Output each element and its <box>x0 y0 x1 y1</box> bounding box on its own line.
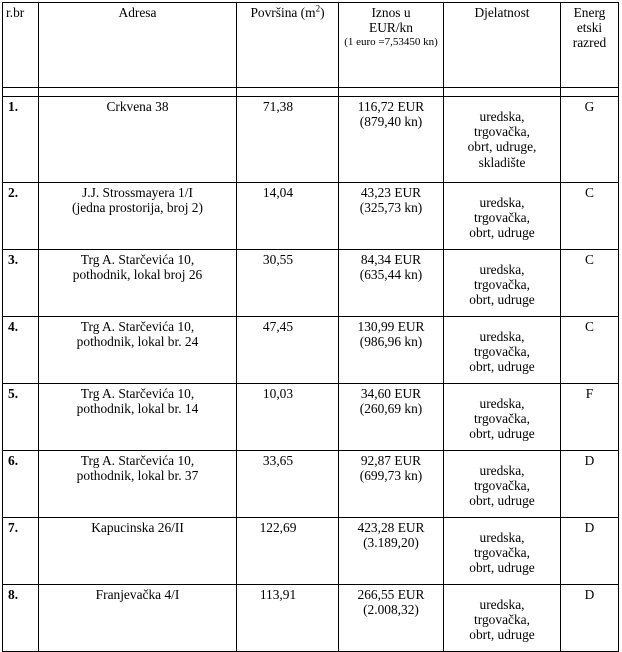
header-rbr: r.br <box>3 3 39 88</box>
activity-cell <box>444 250 561 317</box>
price-eur: 116,72 EUR <box>357 99 425 114</box>
address-line-1: Trg A. Starčevića 10, <box>80 386 195 401</box>
price-cell <box>339 317 444 384</box>
activity-line: trgovačka, <box>474 411 530 427</box>
spacer-cell <box>561 88 619 97</box>
activity-line: obrt, udruge <box>469 493 535 509</box>
price-eur: 423,28 EUR <box>357 520 425 535</box>
area-value: 47,45 <box>262 319 294 334</box>
price-kn: (699,73 kn) <box>359 468 423 484</box>
activity-line: uredska, <box>479 262 525 277</box>
area-value: 122,69 <box>259 520 297 535</box>
activity-cell <box>444 518 561 585</box>
row-number-cell <box>3 451 39 518</box>
activity-line: obrt, udruge, <box>467 139 537 155</box>
spacer-cell <box>3 88 39 97</box>
activity-line: trgovačka, <box>474 210 530 226</box>
row-number: 8. <box>8 587 19 602</box>
activity-line: trgovačka, <box>474 478 530 494</box>
activity-line: uredska, <box>479 597 525 612</box>
address-line-1: Trg A. Starčevića 10, <box>80 252 195 267</box>
address-line-2: (jedna prostorija, broj 2) <box>72 200 203 216</box>
row-number-cell <box>3 384 39 451</box>
area-value: 71,38 <box>262 99 294 114</box>
header-iznos-line1: Iznos u <box>371 5 411 20</box>
area-cell <box>237 384 339 451</box>
price-cell <box>339 183 444 250</box>
energy-class-cell <box>561 384 619 451</box>
activity-line: obrt, udruge <box>469 359 535 375</box>
address-line-2: pothodnik, lokal br. 37 <box>76 468 199 484</box>
price-kn: (635,44 kn) <box>359 267 423 283</box>
energy-class: F <box>585 386 594 401</box>
area-value: 14,04 <box>262 185 294 200</box>
table-row <box>3 317 619 384</box>
energy-class-cell <box>561 585 619 652</box>
row-number-cell <box>3 250 39 317</box>
price-kn: (3.189,20) <box>363 535 419 551</box>
area-value: 30,55 <box>262 252 294 267</box>
price-eur: 84,34 EUR <box>360 252 422 267</box>
address-cell <box>39 183 237 250</box>
activity-line: uredska, <box>479 109 525 124</box>
premises-table <box>2 2 619 652</box>
energy-class: G <box>584 99 595 114</box>
address-line-1: Trg A. Starčevića 10, <box>80 453 195 468</box>
activity-line: uredska, <box>479 463 525 478</box>
activity-cell <box>444 317 561 384</box>
address-cell <box>39 97 237 183</box>
area-value: 10,03 <box>262 386 294 401</box>
area-cell <box>237 518 339 585</box>
activity-line: skladište <box>478 154 526 170</box>
table-row <box>3 183 619 250</box>
activity-line: obrt, udruge <box>469 560 535 576</box>
address-cell <box>39 518 237 585</box>
header-povrsina-sup: 2 <box>315 3 321 14</box>
address-line-1: J.J. Strossmayera 1/I <box>82 185 193 200</box>
price-kn: (2.008,32) <box>363 602 419 618</box>
activity-line: trgovačka, <box>474 124 530 140</box>
row-number-cell <box>3 518 39 585</box>
price-eur: 266,55 EUR <box>357 587 425 602</box>
area-cell <box>237 97 339 183</box>
price-cell <box>339 451 444 518</box>
activity-line: uredska, <box>479 530 525 545</box>
header-row <box>3 3 619 88</box>
price-kn: (325,73 kn) <box>359 200 423 216</box>
energy-class: C <box>585 319 594 334</box>
row-number: 7. <box>8 520 19 535</box>
address-line-1: Trg A. Starčevića 10, <box>80 319 195 334</box>
price-cell <box>339 384 444 451</box>
spacer-cell <box>39 88 237 97</box>
activity-line: obrt, udruge <box>469 292 535 308</box>
energy-class-cell <box>561 250 619 317</box>
activity-cell <box>444 97 561 183</box>
area-value: 113,91 <box>259 587 297 602</box>
spacer-cell <box>444 88 561 97</box>
price-eur: 43,23 EUR <box>360 185 422 200</box>
table-row <box>3 451 619 518</box>
price-kn: (260,69 kn) <box>359 401 423 417</box>
row-number: 2. <box>8 185 19 200</box>
address-line-1: Franjevačka 4/I <box>95 587 180 602</box>
area-cell <box>237 451 339 518</box>
row-number-cell <box>3 317 39 384</box>
energy-class: D <box>584 453 595 468</box>
address-cell <box>39 451 237 518</box>
activity-line: uredska, <box>479 396 525 411</box>
activity-line: trgovačka, <box>474 344 530 360</box>
row-number-cell <box>3 183 39 250</box>
address-cell <box>39 585 237 652</box>
spacer-row <box>3 88 619 97</box>
activity-line: obrt, udruge <box>469 627 535 643</box>
header-razred: Energ etski razred <box>561 3 619 88</box>
address-cell <box>39 317 237 384</box>
table-row <box>3 97 619 183</box>
activity-line: trgovačka, <box>474 612 530 628</box>
price-cell <box>339 518 444 585</box>
energy-class-cell <box>561 518 619 585</box>
price-cell <box>339 97 444 183</box>
activity-line: obrt, udruge <box>469 225 535 241</box>
address-line-2: pothodnik, lokal br. 24 <box>76 334 199 350</box>
area-value: 33,65 <box>262 453 294 468</box>
area-cell <box>237 250 339 317</box>
row-number-cell <box>3 97 39 183</box>
table-row <box>3 384 619 451</box>
activity-line: uredska, <box>479 195 525 210</box>
table-row <box>3 585 619 652</box>
energy-class: D <box>584 587 595 602</box>
header-povrsina-close: ) <box>320 5 325 20</box>
address-line-1: Kapucinska 26/II <box>91 520 184 535</box>
row-number: 1. <box>8 99 19 114</box>
activity-line: obrt, udruge <box>469 426 535 442</box>
address-line-2: pothodnik, lokal br. 14 <box>76 401 199 417</box>
price-eur: 92,87 EUR <box>360 453 422 468</box>
area-cell <box>237 183 339 250</box>
energy-class: C <box>585 185 594 200</box>
energy-class-cell <box>561 183 619 250</box>
activity-cell <box>444 585 561 652</box>
row-number: 6. <box>8 453 19 468</box>
price-eur: 130,99 EUR <box>357 319 425 334</box>
area-cell <box>237 317 339 384</box>
energy-class-cell <box>561 451 619 518</box>
price-kn: (879,40 kn) <box>359 114 423 130</box>
address-line-2: pothodnik, lokal broj 26 <box>72 267 203 283</box>
spacer-cell <box>339 88 444 97</box>
price-cell <box>339 585 444 652</box>
header-iznos-line2: EUR/kn <box>369 20 413 36</box>
header-iznos <box>339 3 444 88</box>
energy-class: C <box>585 252 594 267</box>
row-number: 5. <box>8 386 19 401</box>
activity-cell <box>444 384 561 451</box>
energy-class-cell <box>561 317 619 384</box>
row-number: 3. <box>8 252 19 267</box>
header-iznos-note: (1 euro =7,53450 kn) <box>344 36 438 49</box>
activity-line: trgovačka, <box>474 277 530 293</box>
area-cell <box>237 585 339 652</box>
address-cell <box>39 384 237 451</box>
header-djelatnost: Djelatnost <box>444 3 561 88</box>
energy-class-cell <box>561 97 619 183</box>
price-cell <box>339 250 444 317</box>
price-eur: 34,60 EUR <box>360 386 422 401</box>
row-number: 4. <box>8 319 19 334</box>
row-number-cell <box>3 585 39 652</box>
spacer-cell <box>237 88 339 97</box>
activity-line: trgovačka, <box>474 545 530 561</box>
header-povrsina <box>237 3 339 88</box>
activity-line: uredska, <box>479 329 525 344</box>
address-cell <box>39 250 237 317</box>
address-line-1: Crkvena 38 <box>106 99 169 114</box>
price-kn: (986,96 kn) <box>359 334 423 350</box>
header-adresa: Adresa <box>39 3 237 88</box>
table-row <box>3 250 619 317</box>
activity-cell <box>444 451 561 518</box>
activity-cell <box>444 183 561 250</box>
table-row <box>3 518 619 585</box>
header-povrsina-text: Površina (m <box>250 5 316 20</box>
energy-class: D <box>584 520 595 535</box>
